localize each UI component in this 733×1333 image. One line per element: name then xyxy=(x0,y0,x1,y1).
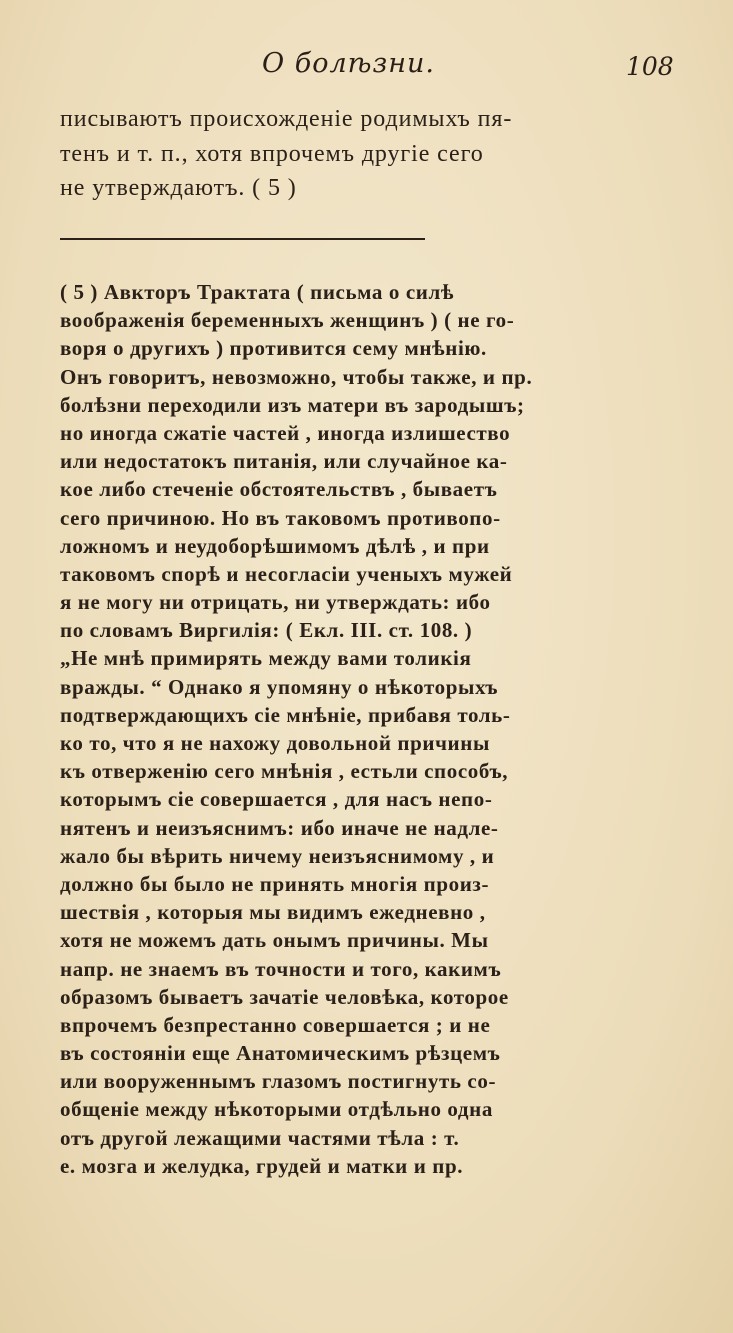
footnote-line: или недостатокъ питанія, или случайное ка- xyxy=(60,449,508,474)
footnote-line: воря о другихъ ) противится сему мнѣнію. xyxy=(60,336,487,361)
footnote-line: „Не мнѣ примирять между вами толикія xyxy=(60,646,472,671)
footnote-line: образомъ бываетъ зачатіе человѣка, которое xyxy=(60,984,509,1009)
footnote xyxy=(60,278,680,1180)
text-line: писываютъ происхожденіе родимыхъ пя- xyxy=(60,106,513,132)
footnote-line: ко то, что я не нахожу довольной причины xyxy=(60,731,490,755)
main-text xyxy=(60,102,680,206)
footnote-line: хотя не можемъ дать онымъ причины. Мы xyxy=(60,928,489,953)
footnote-line: болѣзни переходили изъ матери въ зародышъ; xyxy=(60,392,525,417)
footnote-line: отъ другой лежащими частями тѣла : т. xyxy=(60,1125,460,1150)
footnote-line: воображенія беременныхъ женщинъ ) ( не го- xyxy=(60,308,515,333)
footnote-line: впрочемъ безпрестанно совершается ; и не xyxy=(60,1012,491,1037)
footnote-line: напр. не знаемъ въ точности и того, какимъ xyxy=(60,956,502,981)
footnote-line: общеніе между нѣкоторыми отдѣльно одна xyxy=(60,1097,493,1122)
running-title: О болѣзни. xyxy=(262,48,435,79)
footnote-separator xyxy=(60,238,425,240)
footnote-line: вражды. “ Однако я упомяну о нѣкоторыхъ xyxy=(60,674,499,699)
footnote-line: ( 5 ) Авкторъ Трактата ( письма о силѣ xyxy=(60,280,455,304)
footnote-line: кое либо стеченіе обстоятельствъ , бываетъ xyxy=(60,477,498,502)
footnote-line: къ отверженію сего мнѣнія , естьли способъ, xyxy=(60,759,509,784)
footnote-line: но иногда сжатіе частей , иногда излишество xyxy=(60,420,511,445)
footnote-line: которымъ сіе совершается , для насъ непо- xyxy=(60,787,493,812)
footnote-line: жало бы вѣрить ничему неизъяснимому , и xyxy=(60,843,495,868)
footnote-line: должно бы было не принять многія произ- xyxy=(60,871,490,896)
footnote-line: таковомъ спорѣ и несогласіи ученыхъ мужей xyxy=(60,561,513,586)
footnote-line: ложномъ и неудоборѣшимомъ дѣлѣ , и при xyxy=(60,533,490,558)
footnote-line: или вооруженнымъ глазомъ постигнуть со- xyxy=(60,1069,497,1094)
page-header xyxy=(0,48,733,92)
footnote-line: Онъ говоритъ, невозможно, чтобы также, и пр. xyxy=(60,364,533,389)
footnote-line: шествія , которыя мы видимъ ежедневно , xyxy=(60,900,486,925)
footnote-line: въ состояніи еще Анатомическимъ рѣзцемъ xyxy=(60,1041,501,1066)
footnote-line: сего причиною. Но въ таковомъ противопо- xyxy=(60,505,501,530)
footnote-line: нятенъ и неизъяснимъ: ибо иначе не надле- xyxy=(60,815,499,840)
page-number: 108 xyxy=(626,52,674,81)
footnote-line: е. мозга и желудка, грудей и матки и пр. xyxy=(60,1153,464,1178)
footnote-line: по словамъ Виргилія: ( Екл. III. ст. 108. ) xyxy=(60,618,473,643)
footnote-line: я не могу ни отрицать, ни утверждать: ибо xyxy=(60,590,491,615)
footnote-line: подтверждающихъ сіе мнѣніе, прибавя толь- xyxy=(60,702,511,727)
text-line: тенъ и т. п., хотя впрочемъ другіе сего xyxy=(60,140,484,167)
text-line: не утверждаютъ. ( 5 ) xyxy=(60,175,297,201)
